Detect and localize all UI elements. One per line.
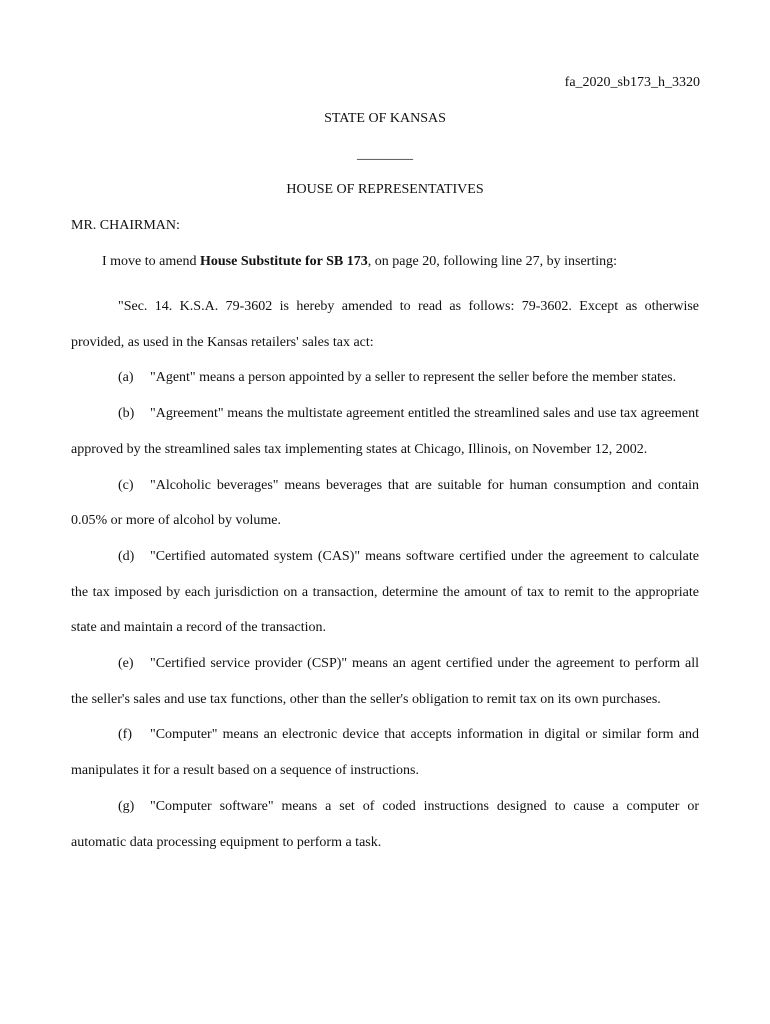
subsection-g-label: (g) xyxy=(118,798,135,814)
subsection-b-text: "Agreement" means the multistate agreement entitled the streamlined sales and use tax agreement approved by the streamlined sales tax implementing states at Chicago, Illinois xyxy=(71,406,699,457)
bill-name: House Substitute for SB 173 xyxy=(199,254,368,269)
subsection-c xyxy=(71,468,699,539)
subsection-d-label: (d) xyxy=(118,548,135,564)
motion-text-after: , on page 20, following line 27, by inserting: xyxy=(367,254,618,269)
subsection-d-text: "Certified automated system (CAS)" means software certified under the agreement to calculate the tax imposed by each jurisdiction on a transaction, determine the amount of tax to remit to the appropriate state and maintain a record of the transaction. xyxy=(71,548,699,636)
subsection-f xyxy=(71,717,699,788)
subsection-b-text-end: on November 12, 2002. xyxy=(511,441,648,457)
motion-statement xyxy=(71,254,699,270)
subsection-f-label: (f) xyxy=(118,727,132,743)
subsection-c-label: (c) xyxy=(118,477,134,493)
chamber-heading: HOUSE OF REPRESENTATIVES xyxy=(286,182,484,197)
subsection-e xyxy=(71,646,699,717)
subsection-g xyxy=(71,789,699,860)
motion-text-before: I move to amend xyxy=(102,254,200,269)
state-heading: STATE OF KANSAS xyxy=(324,111,446,126)
inserted-comma: , xyxy=(507,441,512,457)
section-intro: "Sec. 14. K.S.A. 79-3602 is hereby amended to read as follows: 79-3602. Except as otherwise provided, as used in the Kansas retailers' sales tax act: xyxy=(71,299,699,350)
subsection-a-label: (a) xyxy=(118,370,134,386)
subsection-d xyxy=(71,539,699,646)
subsection-a xyxy=(71,360,699,396)
subsection-c-text: "Alcoholic beverages" means beverages that are suitable for human consumption and contain 0.05% or more of alcohol by volume. xyxy=(71,477,699,529)
subsection-e-label: (e) xyxy=(118,656,134,672)
document-id: fa_2020_sb173_h_3320 xyxy=(564,75,700,90)
subsection-f-text: "Computer" means an electronic device that accepts information in digital or similar form and manipulates it for a result based on a sequence of instructions. xyxy=(71,727,699,779)
subsection-g-text: "Computer software" means a set of coded instructions designed to cause a computer or automatic data processing equipment to perform a task. xyxy=(71,798,699,850)
separator-rule: ________ xyxy=(357,147,413,162)
subsection-b xyxy=(71,396,699,467)
subsection-e-text: "Certified service provider (CSP)" means an agent certified under the agreement to perform all the seller's sales and use tax functions, other than the seller's obligation to remit tax on its own purchases. xyxy=(71,656,699,707)
subsection-a-text: "Agent" means a person appointed by a seller to represent the seller before the member states. xyxy=(150,370,677,386)
amendment-body xyxy=(71,289,699,860)
subsection-b-label: (b) xyxy=(118,406,135,422)
salutation: MR. CHAIRMAN: xyxy=(71,218,180,233)
